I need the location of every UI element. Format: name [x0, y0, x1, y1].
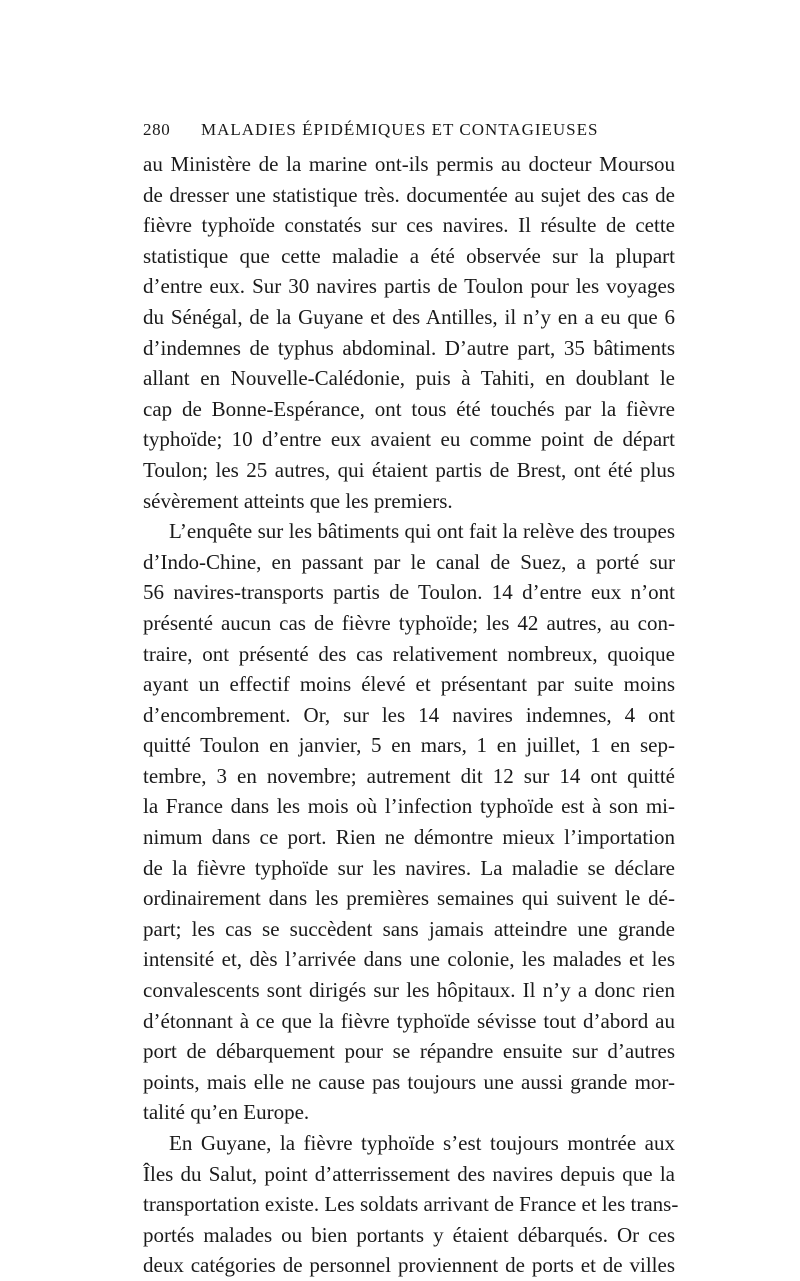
text-line: convalescents sont dirigés sur les hôpitaux. Il n’y a donc rien — [143, 978, 675, 1003]
text-line: intensité et, dès l’arrivée dans une colonie, les malades et les — [143, 947, 675, 972]
text-line: 56 navires-transports partis de Toulon. 14 d’entre eux n’ont — [143, 580, 675, 605]
page-number: 280 — [143, 120, 171, 139]
body-text — [143, 149, 679, 1281]
text-line: fièvre typhoïde constatés sur ces navires. Il résulte de cette — [143, 213, 675, 238]
text-line: transportation existe. Les soldats arrivant de France et les trans- — [143, 1192, 679, 1217]
text-line: d’entre eux. Sur 30 navires partis de Toulon pour les voyages — [143, 274, 675, 299]
text-line: port de débarquement pour se répandre ensuite sur d’autres — [143, 1039, 675, 1064]
text-line: En Guyane, la fièvre typhoïde s’est toujours montrée aux — [169, 1131, 675, 1155]
text-line: part; les cas se succèdent sans jamais atteindre une grande — [143, 916, 675, 941]
text-line: au Ministère de la marine ont-ils permis au docteur Moursou — [143, 152, 675, 176]
text-line: portés malades ou bien portants y étaient débarqués. Or ces — [143, 1222, 675, 1247]
text-line: allant en Nouvelle-Calédonie, puis à Tahiti, en doublant le — [143, 366, 675, 391]
text-line: points, mais elle ne cause pas toujours une aussi grande mor- — [143, 1069, 675, 1094]
text-line: cap de Bonne-Espérance, ont tous été touchés par la fièvre — [143, 396, 675, 421]
text-line: d’indemnes de typhus abdominal. D’autre part, 35 bâtiments — [143, 335, 675, 360]
text-line: la France dans les mois où l’infection typhoïde est à son mi- — [143, 794, 675, 819]
running-title: MALADIES ÉPIDÉMIQUES ET CONTAGIEUSES — [201, 120, 599, 139]
text-line: Toulon; les 25 autres, qui étaient partis de Brest, ont été plus — [143, 457, 675, 482]
text-line: L’enquête sur les bâtiments qui ont fait la relève des troupes — [169, 519, 675, 544]
text-line: de dresser une statistique très. documentée au sujet des cas de — [143, 182, 675, 207]
text-line: Îles du Salut, point d’atterrissement des navires depuis que la — [143, 1161, 675, 1186]
text-line: présenté aucun cas de fièvre typhoïde; les 42 autres, au con- — [143, 610, 675, 635]
text-line: ordinairement dans les premières semaines qui suivent le dé- — [143, 886, 675, 911]
text-line: d’Indo-Chine, en passant par le canal de Suez, a porté sur — [143, 549, 675, 574]
text-line: de la fièvre typhoïde sur les navires. La maladie se déclare — [143, 855, 675, 880]
text-line: traire, ont présenté des cas relativement nombreux, quoique — [143, 641, 675, 666]
text-line: quitté Toulon en janvier, 5 en mars, 1 en juillet, 1 en sep- — [143, 733, 675, 758]
text-line: d’encombrement. Or, sur les 14 navires indemnes, 4 ont — [143, 702, 675, 727]
text-line: d’étonnant à ce que la fièvre typhoïde sévisse tout d’abord au — [143, 1008, 675, 1033]
text-line: du Sénégal, de la Guyane et des Antilles, il n’y en a eu que 6 — [143, 304, 675, 329]
text-line: deux catégories de personnel proviennent de ports et de villes — [143, 1253, 675, 1278]
text-line: talité qu’en Europe. — [143, 1100, 310, 1125]
text-line: nimum dans ce port. Rien ne démontre mieux l’importation — [143, 825, 675, 850]
text-line: ayant un effectif moins élevé et présentant par suite moins — [143, 672, 675, 697]
text-line: tembre, 3 en novembre; autrement dit 12 sur 14 ont quitté — [143, 763, 675, 788]
page-header — [143, 120, 673, 146]
text-line: typhoïde; 10 d’entre eux avaient eu comme point de départ — [143, 427, 675, 452]
text-line: statistique que cette maladie a été observée sur la plupart — [143, 243, 675, 268]
text-line: sévèrement atteints que les premiers. — [143, 488, 453, 513]
